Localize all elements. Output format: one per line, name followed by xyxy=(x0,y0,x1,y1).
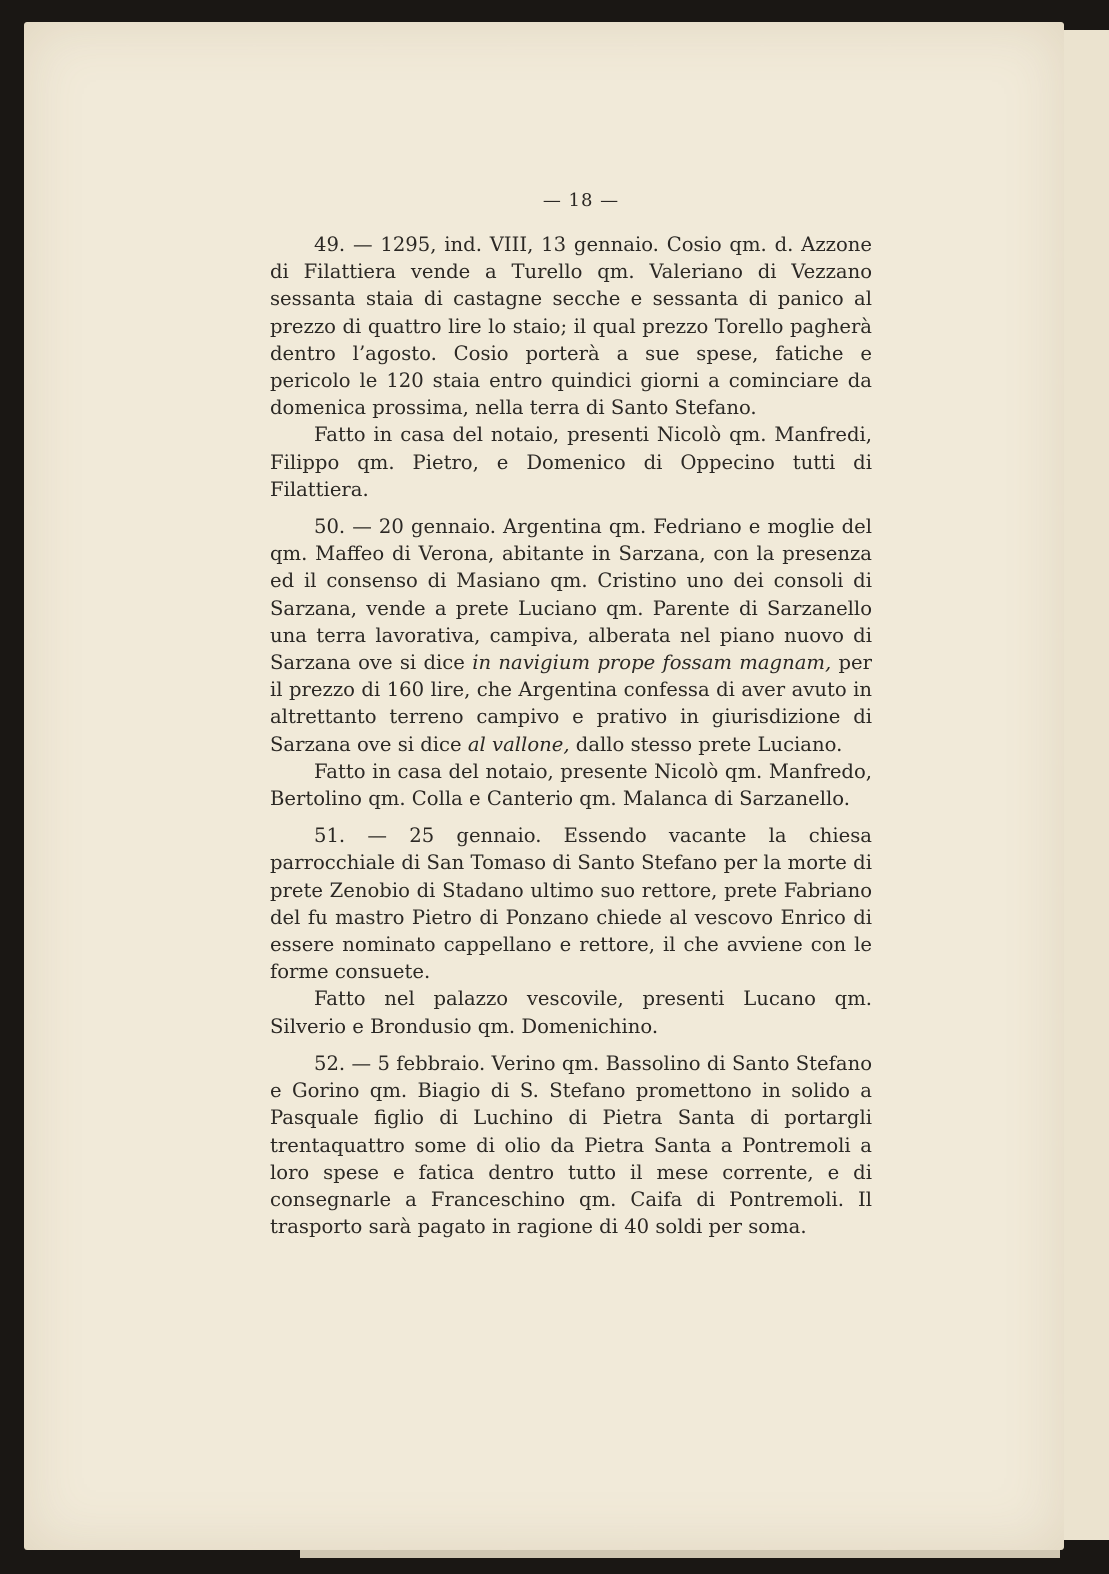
entry-49-body: 49. — 1295, ind. VIII, 13 gennaio. Cosio qm. d. Azzone di Filattiera vende a Turello qm. Valeriano di Vezzano sessanta staia di castagne secche e sessanta di panico al prezzo di quattro lire lo staio; il qual prezzo Torello pagherà dentro l’agosto. Cosio porterà a sue spese, fatiche e pericolo le 120 staia entro quindici giorni a cominciare da domenica prossima, nella terra di Santo Stefano. xyxy=(270,233,872,420)
entry-51-colophon: Fatto nel palazzo vescovile, presenti Lucano qm. Silverio e Brondusio qm. Domenichino. xyxy=(270,987,872,1038)
entry-50-colophon: Fatto in casa del notaio, presente Nicolò qm. Manfredo, Bertolino qm. Colla e Canterio qm. Malanca di Sarzanello. xyxy=(270,759,872,811)
entry-50 xyxy=(270,513,872,812)
text-block xyxy=(270,190,872,1240)
adjacent-page-edge xyxy=(1058,30,1109,1540)
entry-50-text-2: per il prezzo di 160 lire, che Argentina confessa di aver avuto in altrettanto terreno campivo e prativo in giurisdizione di Sarzana ove si dice xyxy=(270,651,873,756)
entry-50-latin-1: in navigium prope fossam magnam, xyxy=(472,651,832,675)
page-number: — 18 — xyxy=(542,190,620,211)
entry-51 xyxy=(270,822,872,1040)
entry-50-text-1: 50. — 20 gennaio. Argentina qm. Fedriano e moglie del qm. Maffeo di Verona, abitante in Sarzana, con la presenza ed il consenso di Masiano qm. Cristino uno dei consoli di Sarzana, vende a prete Luciano qm. Parente di Sarzanello una terra lavorativa, campiva, alberata nel piano nuovo di Sarzana ove si dice xyxy=(270,515,872,675)
entry-49 xyxy=(270,231,872,503)
entry-50-latin-2: al vallone, xyxy=(467,732,570,756)
entry-49-colophon: Fatto in casa del notaio, presenti Nicolò qm. Manfredi, Filippo qm. Pietro, e Domenico di Oppecino tutti di Filattiera. xyxy=(270,423,872,501)
entry-52-body: 52. — 5 febbraio. Verino qm. Bassolino di Santo Stefano e Gorino qm. Biagio di S. Stefano promettono in solido a Pasquale figlio di Luchino di Pietra Santa di portargli trentaquattro some di olio da Pietra Santa a Pontremoli a loro spese e fatica dentro tutto il mese corrente, e di consegnarle a Franceschino qm. Caifa di Pontremoli. Il trasporto sarà pagato in ragione di 40 soldi per soma. xyxy=(270,1051,872,1239)
entry-50-body xyxy=(270,513,872,758)
entry-51-body: 51. — 25 gennaio. Essendo vacante la chiesa parrocchiale di San Tomaso di Santo Stefano per la morte di prete Zenobio di Stadano ultimo suo rettore, prete Fabriano del fu mastro Pietro di Ponzano chiede al vescovo Enrico di essere nominato cappellano e rettore, il che avviene con le forme consuete. xyxy=(270,824,872,984)
entry-52 xyxy=(270,1050,872,1240)
entry-50-text-3: dallo stesso prete Luciano. xyxy=(575,732,843,756)
